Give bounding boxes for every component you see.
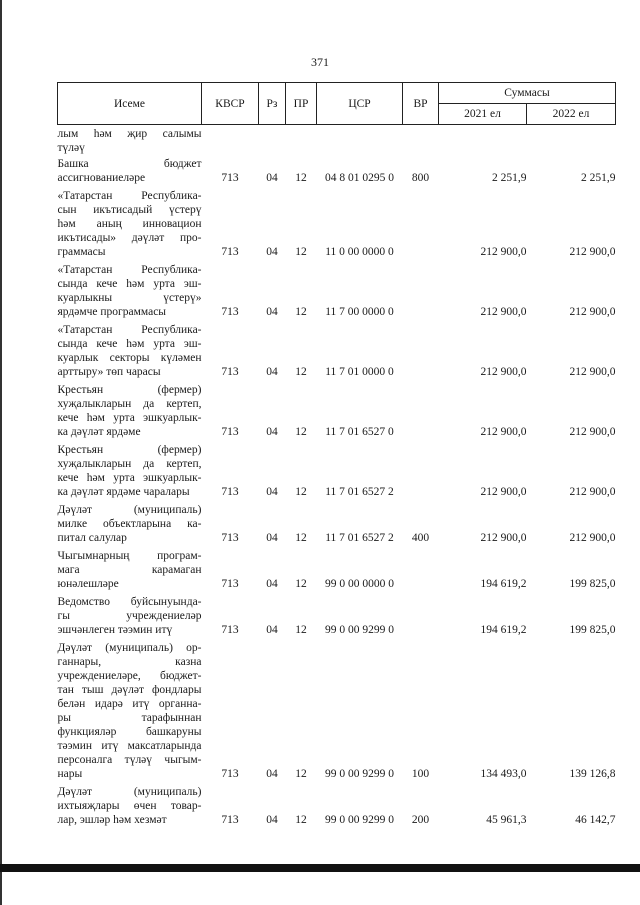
row-rz: 04 <box>266 486 278 498</box>
table-row <box>58 595 616 641</box>
row-name <box>58 641 202 785</box>
row-name-line: нары <box>57 768 83 780</box>
row-vr <box>403 125 439 158</box>
header-2021: 2021 ел <box>439 104 527 125</box>
row-name-line: функцияләр башкаруны <box>57 726 202 738</box>
row-kvsr <box>202 125 259 158</box>
row-sum-2022: 199 825,0 <box>569 578 616 590</box>
row-rz: 04 <box>266 578 278 590</box>
row-rz: 04 <box>266 366 278 378</box>
row-name-line: Башка бюджет <box>57 158 202 170</box>
row-name-line: юнәлешләре <box>57 578 119 590</box>
row-sum-2021: 134 493,0 <box>480 768 527 780</box>
row-vr <box>403 323 439 383</box>
row-pr: 12 <box>295 486 307 498</box>
header-pr: ПР <box>286 83 317 125</box>
row-kvsr: 713 <box>221 768 239 780</box>
row-name-line: һәм аның инновацион <box>57 218 202 230</box>
table-body <box>58 125 616 832</box>
row-name-line: Дәүләт (муниципаль) <box>57 786 202 798</box>
row-sum-2022: 212 900,0 <box>569 532 616 544</box>
scan-bottom-edge <box>0 864 640 872</box>
row-rz: 04 <box>266 426 278 438</box>
row-name-line: кече һәм урта эшкуарлык- <box>57 472 202 484</box>
row-pr: 12 <box>295 624 307 636</box>
row-kvsr: 713 <box>221 366 239 378</box>
row-sum-2021: 212 900,0 <box>480 306 527 318</box>
row-sum-2022: 199 825,0 <box>569 624 616 636</box>
row-name-line: куарлык секторы күләмен <box>57 352 202 364</box>
row-csr: 11 7 01 6527 2 <box>325 486 394 498</box>
row-csr <box>317 125 403 158</box>
row-name-line: сында кече һәм урта эш- <box>57 278 202 290</box>
row-kvsr: 713 <box>221 814 239 826</box>
row-sum-2021: 194 619,2 <box>480 578 527 590</box>
row-name-line: ка дәүләт ярдәме <box>57 426 141 438</box>
row-name <box>58 785 202 831</box>
row-sum-2021: 212 900,0 <box>480 532 527 544</box>
row-sum-2022: 212 900,0 <box>569 486 616 498</box>
row-name <box>58 549 202 595</box>
row-name <box>58 263 202 323</box>
table-row <box>58 443 616 503</box>
row-name <box>58 323 202 383</box>
row-sum-2021: 2 251,9 <box>492 172 527 184</box>
row-sum-2022: 139 126,8 <box>569 768 616 780</box>
row-pr: 12 <box>295 532 307 544</box>
row-csr: 11 7 01 6527 0 <box>325 426 394 438</box>
header-csr: ЦСР <box>317 83 403 125</box>
table-row <box>58 641 616 785</box>
table-row <box>58 125 616 158</box>
row-sum-2021: 194 619,2 <box>480 624 527 636</box>
row-pr: 12 <box>295 426 307 438</box>
header-name: Исеме <box>58 83 202 125</box>
row-name-line: түләү <box>57 142 85 154</box>
table-row <box>58 503 616 549</box>
row-csr: 11 7 00 0000 0 <box>325 306 394 318</box>
row-name-line: ассигнованиеләре <box>57 172 146 184</box>
row-name-line: гы учреждениеләр <box>57 610 202 622</box>
row-kvsr: 713 <box>221 306 239 318</box>
row-kvsr: 713 <box>221 578 239 590</box>
row-kvsr: 713 <box>221 486 239 498</box>
row-pr: 12 <box>295 578 307 590</box>
row-pr: 12 <box>295 246 307 258</box>
row-name-line: лар, эшләр һәм хезмәт <box>57 814 167 826</box>
row-sum-2022 <box>527 125 616 158</box>
row-name-line: эшчәнлеген тәэмин итү <box>57 624 173 636</box>
row-csr: 11 0 00 0000 0 <box>325 246 394 258</box>
row-sum-2022: 212 900,0 <box>569 246 616 258</box>
row-rz: 04 <box>266 172 278 184</box>
row-sum-2022: 212 900,0 <box>569 306 616 318</box>
row-sum-2021 <box>439 125 527 158</box>
row-name-line: Ведомство буйсынуында- <box>57 596 202 608</box>
row-vr <box>403 549 439 595</box>
row-name-line: «Татарстан Республика- <box>57 190 202 202</box>
row-name-line: питал салулар <box>57 532 127 544</box>
row-sum-2021: 212 900,0 <box>480 246 527 258</box>
row-csr: 99 0 00 9299 0 <box>325 814 394 826</box>
row-sum-2022: 2 251,9 <box>581 172 616 184</box>
table-row <box>58 785 616 831</box>
row-vr <box>403 189 439 263</box>
row-pr: 12 <box>295 814 307 826</box>
row-name-line: ганнары, казна <box>57 656 202 668</box>
row-name-line: «Татарстан Республика- <box>57 264 202 276</box>
row-name-line: Крестьян (фермер) <box>57 384 202 396</box>
row-name <box>58 503 202 549</box>
row-kvsr: 713 <box>221 532 239 544</box>
row-csr: 11 7 01 6527 2 <box>325 532 394 544</box>
row-pr: 12 <box>295 306 307 318</box>
row-name-line: ихтыяҗлары өчен товар- <box>57 800 202 812</box>
row-name-line: лым һәм җир салымы <box>57 128 202 140</box>
row-sum-2022: 212 900,0 <box>569 366 616 378</box>
table-row <box>58 263 616 323</box>
header-2022: 2022 ел <box>527 104 616 125</box>
row-csr: 99 0 00 0000 0 <box>325 578 394 590</box>
row-csr: 11 7 01 0000 0 <box>325 366 394 378</box>
row-name-line: хуҗалыкларын да кертеп, <box>57 398 202 410</box>
row-vr <box>403 443 439 503</box>
row-vr <box>403 263 439 323</box>
row-rz: 04 <box>266 532 278 544</box>
page-number: 371 <box>311 55 329 69</box>
row-kvsr: 713 <box>221 172 239 184</box>
row-kvsr: 713 <box>221 624 239 636</box>
row-name-line: мага карамаган <box>57 564 202 576</box>
row-pr: 12 <box>295 172 307 184</box>
row-name-line: «Татарстан Республика- <box>57 324 202 336</box>
row-name-line: Дәүләт (муниципаль) ор- <box>57 642 202 654</box>
row-name-line: кече һәм урта эшкуарлык- <box>57 412 202 424</box>
row-name <box>58 157 202 189</box>
row-name <box>58 383 202 443</box>
row-name <box>58 443 202 503</box>
row-rz: 04 <box>266 814 278 826</box>
row-pr <box>286 125 317 158</box>
row-sum-2022: 212 900,0 <box>569 426 616 438</box>
header-kvsr: КВСР <box>202 83 259 125</box>
row-name-line: куарлыкны үстерү» <box>57 292 202 304</box>
header-sums: Суммасы <box>439 83 616 104</box>
row-name-line: ры тарафыннан <box>57 712 202 724</box>
row-rz: 04 <box>266 624 278 636</box>
table-row <box>58 189 616 263</box>
row-name-line: персоналга түләү чыгым- <box>57 754 202 766</box>
row-sum-2021: 212 900,0 <box>480 426 527 438</box>
row-vr <box>403 595 439 641</box>
row-name-line: милке объектларына ка- <box>57 518 202 530</box>
table-row <box>58 549 616 595</box>
row-pr: 12 <box>295 768 307 780</box>
header-vr: ВР <box>403 83 439 125</box>
scan-edge <box>0 0 2 905</box>
row-name <box>58 595 202 641</box>
row-name-line: хуҗалыкларын да кертеп, <box>57 458 202 470</box>
row-name-line: ка дәүләт ярдәме чаралары <box>57 486 190 498</box>
row-vr: 200 <box>411 814 430 826</box>
row-sum-2021: 212 900,0 <box>480 486 527 498</box>
row-name-line: сында кече һәм урта эш- <box>57 338 202 350</box>
row-name-line: граммасы <box>57 246 106 258</box>
row-sum-2021: 212 900,0 <box>480 366 527 378</box>
table-row <box>58 383 616 443</box>
row-csr: 99 0 00 9299 0 <box>325 624 394 636</box>
header-rz: Рз <box>259 83 286 125</box>
row-vr: 400 <box>411 532 430 544</box>
row-name-line: Дәүләт (муниципаль) <box>57 504 202 516</box>
row-name-line: тәэмин итү максатларында <box>57 740 202 752</box>
row-kvsr: 713 <box>221 426 239 438</box>
row-kvsr: 713 <box>221 246 239 258</box>
row-rz: 04 <box>266 306 278 318</box>
row-name-line: Чыгымнарның програм- <box>57 550 202 562</box>
row-name <box>58 125 202 158</box>
row-name-line: тан тыш дәүләт фондлары <box>57 684 202 696</box>
row-csr: 99 0 00 9299 0 <box>325 768 394 780</box>
row-name <box>58 189 202 263</box>
row-name-line: икътисады» дәүләт про- <box>57 232 202 244</box>
table-row <box>58 157 616 189</box>
row-rz <box>259 125 286 158</box>
budget-table <box>57 82 616 831</box>
row-vr: 100 <box>411 768 430 780</box>
row-pr: 12 <box>295 366 307 378</box>
row-sum-2022: 46 142,7 <box>575 814 616 826</box>
row-vr: 800 <box>411 172 430 184</box>
row-name-line: арттыру» төп чарасы <box>57 366 161 378</box>
row-sum-2021: 45 961,3 <box>486 814 527 826</box>
row-vr <box>403 383 439 443</box>
row-name-line: сын икътисадый үстерү <box>57 204 202 216</box>
table-row <box>58 323 616 383</box>
row-rz: 04 <box>266 246 278 258</box>
row-name-line: Крестьян (фермер) <box>57 444 202 456</box>
row-rz: 04 <box>266 768 278 780</box>
row-csr: 04 8 01 0295 0 <box>325 172 394 184</box>
row-name-line: ярдәмче программасы <box>57 306 167 318</box>
row-name-line: белән идарә итү органна- <box>57 698 202 710</box>
row-name-line: учреждениеләре, бюджет- <box>57 670 202 682</box>
